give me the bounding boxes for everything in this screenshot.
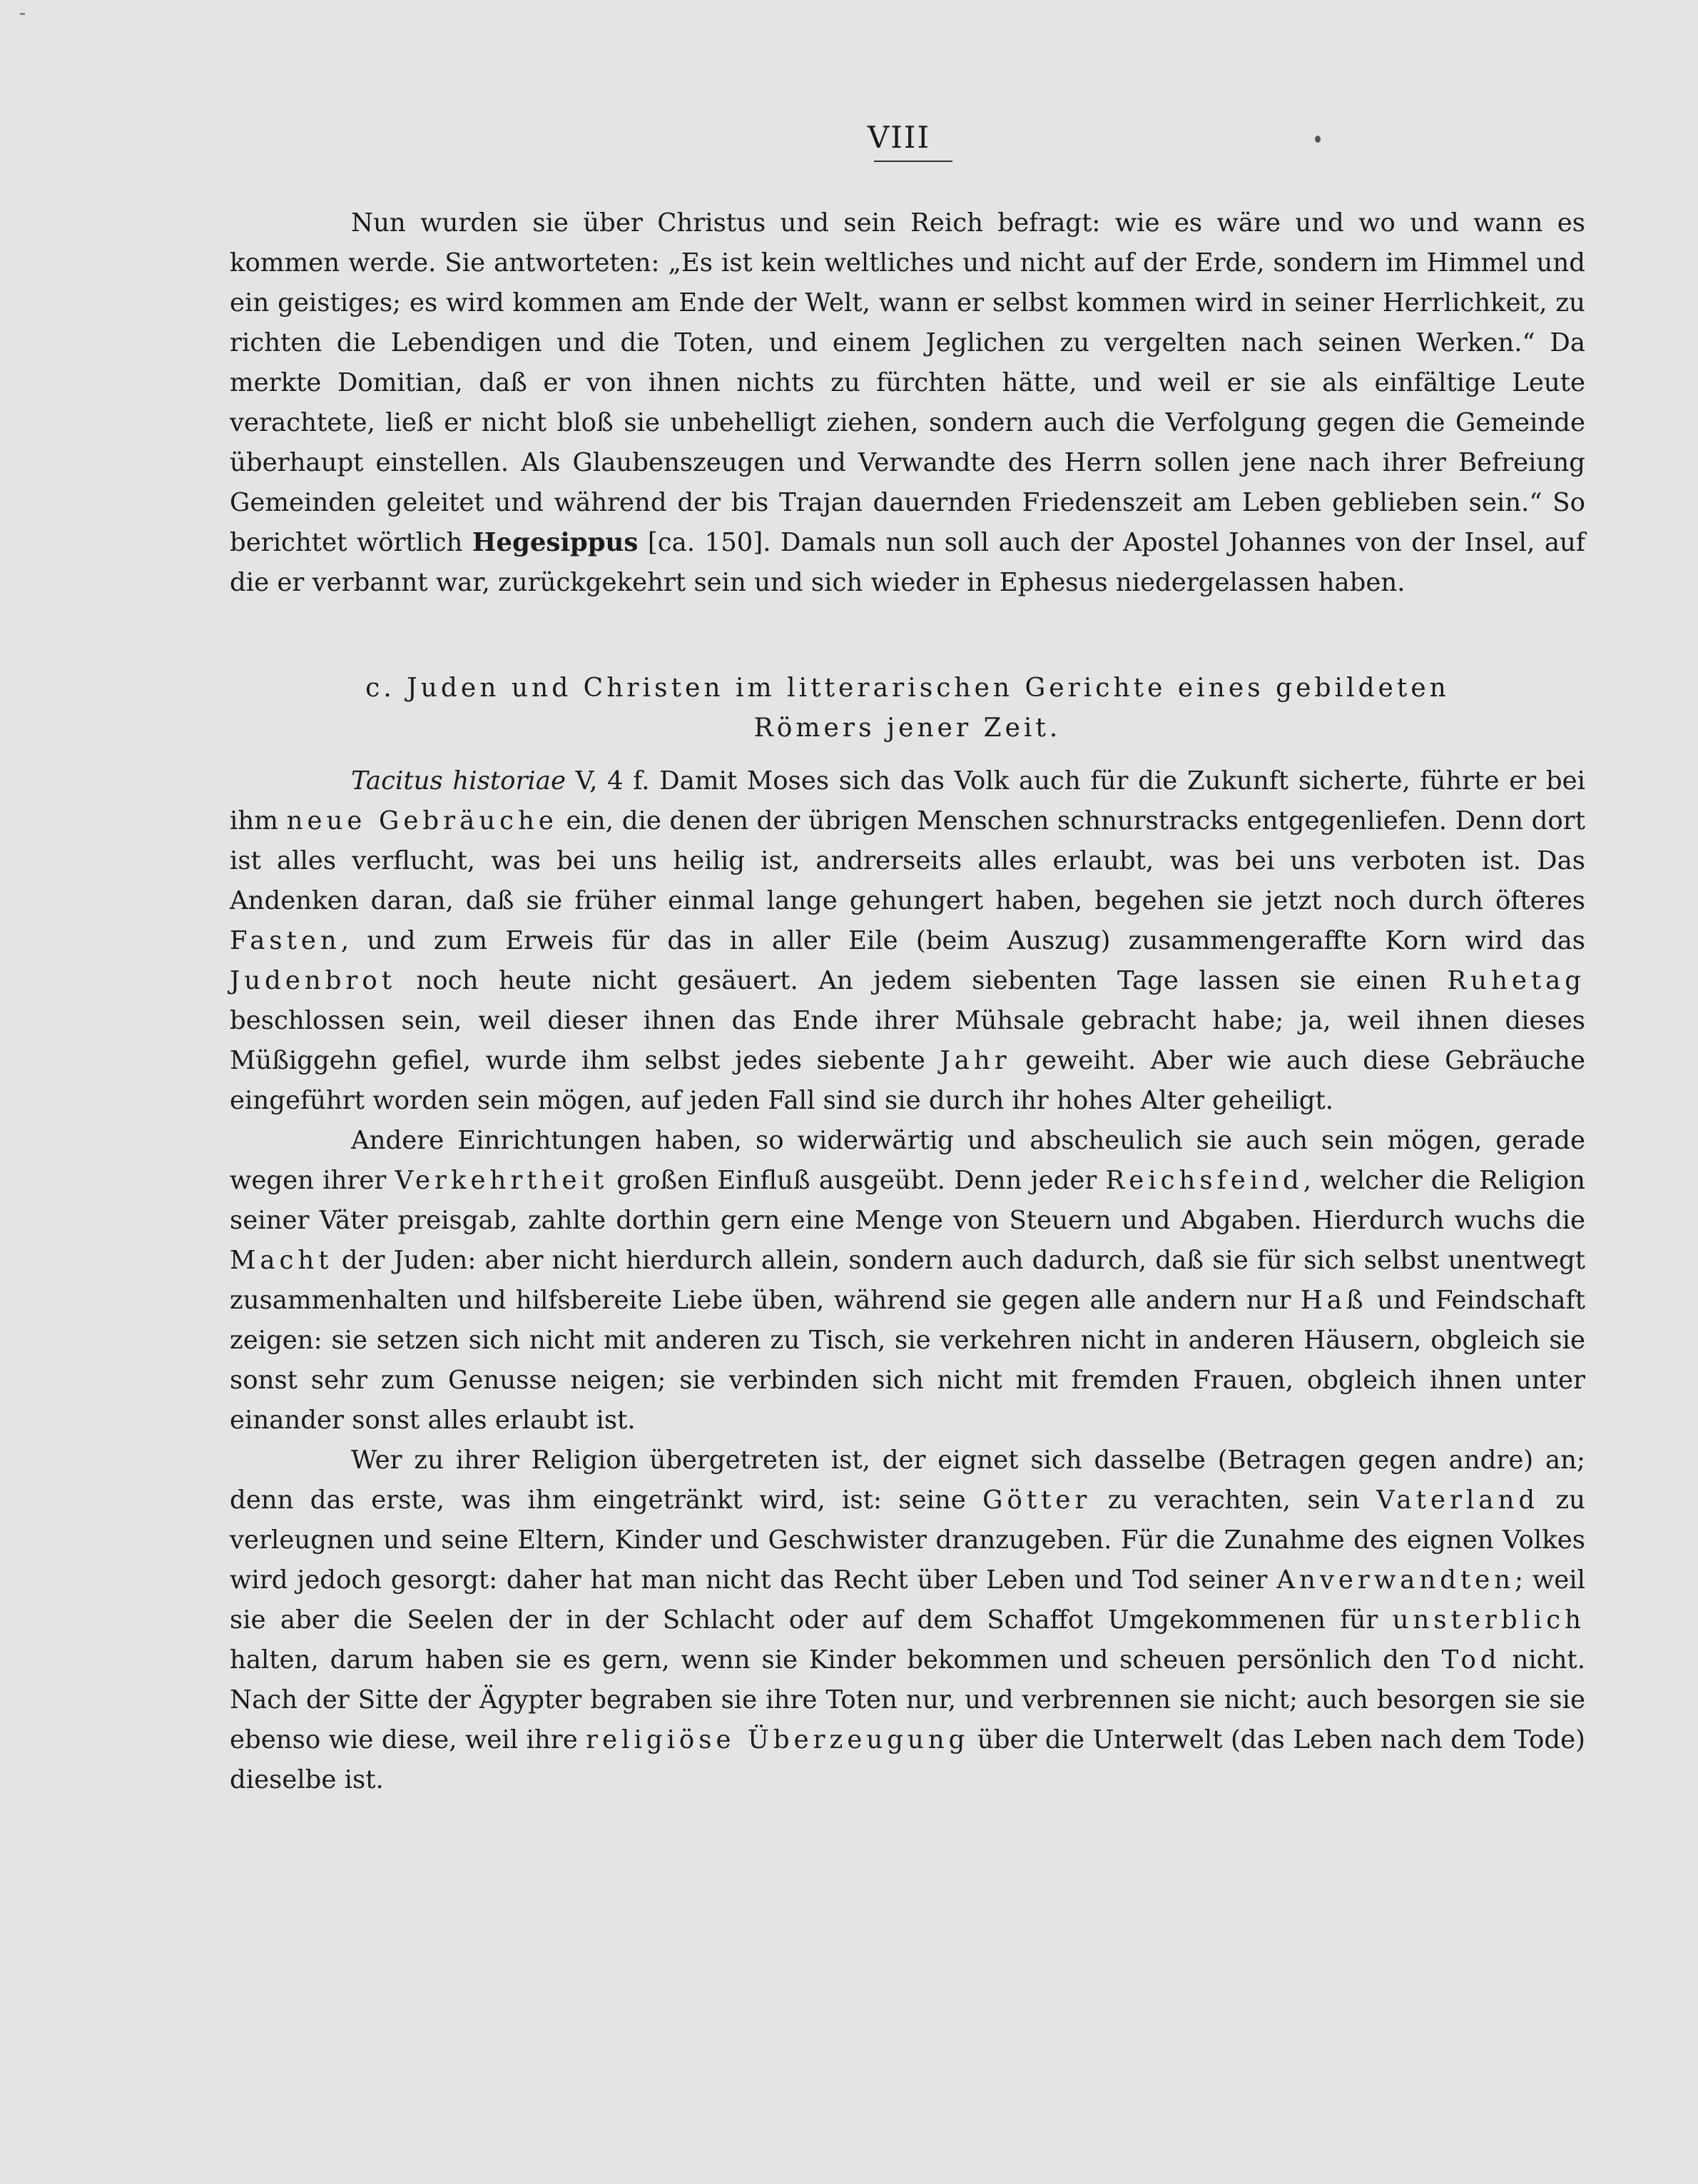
spaced-emphasis: Anverwandten [1276,1565,1515,1595]
spaced-emphasis: neue Gebräuche [286,806,558,835]
text-run: ; weil sie aber die Seelen der in der Schlacht oder auf dem Schaffot Umgekommenen für [230,1565,1585,1635]
source-reference: V, 4 f. [565,766,650,796]
source-citation: Tacitus historiae [351,766,566,796]
spaced-emphasis: Haß [1300,1286,1368,1315]
text-run: Damit Moses sich das Volk auch für die Zukunft sicherte, führte er bei ihm [230,766,1586,835]
page-number-rule [874,161,952,162]
text-block-top [230,203,1585,603]
heading-line-1: c. Juden und Christen im litterarischen Gerichte eines gebildeten [365,674,1450,703]
text-run: zu verachten, sein [1091,1485,1377,1515]
text-run: [ca. 150]. Damals nun soll auch der Apostel Johannes von der Insel, auf die er verbannt war, zurückgekehrt sein und sich wieder in Ephesus niedergelassen haben. [230,528,1585,597]
paragraph-tacitus-2 [230,1121,1585,1441]
spaced-emphasis: religiöse Überzeugung [586,1725,970,1754]
spaced-emphasis: Ruhetag [1447,966,1585,995]
text-block-tacitus [230,761,1585,1800]
text-run: , welcher die Religion seiner Väter preisgab, zahlte dorthin gern eine Menge von Steuern und Abgaben. Hierdurch wuchs die [230,1166,1585,1235]
page-number: VIII [867,120,931,155]
text-run: ein, die denen der übrigen Menschen schnurstracks entgegenliefen. Denn dort ist alles verflucht, was bei uns heilig ist, andrerseits alles erlaubt, was bei uns verboten ist. Das Andenken daran, daß sie früher einmal lange gehungert haben, begehen sie jetzt noch durch öfteres [230,806,1585,915]
paragraph-tacitus-1 [230,761,1585,1121]
ink-speck [1315,136,1321,143]
text-run: Wer zu ihrer Religion übergetreten ist, der eignet sich dasselbe (Betragen gegen andre) an; denn das erste, was ihm eingetränkt wird, ist: seine [230,1446,1585,1515]
heading-line-2: Römers jener Zeit. [753,713,1062,743]
text-run: beschlossen sein, weil dieser ihnen das Ende ihrer Mühsale gebracht habe; ja, weil ihnen dieses Müßiggehn gefiel, wurde ihm selbst jedes siebente [230,1006,1585,1075]
section-heading [230,669,1585,748]
text-run: über die Unterwelt (das Leben nach dem Tode) dieselbe ist. [230,1725,1585,1794]
paragraph-hegesippus [230,203,1585,603]
spaced-emphasis: Vaterland [1376,1485,1540,1515]
spaced-emphasis: unsterblich [1392,1605,1585,1635]
spaced-emphasis: Tod [1441,1645,1501,1675]
spaced-emphasis: Macht [230,1246,333,1275]
author-name: Hegesippus [472,528,639,557]
text-run: Nun wurden sie über Christus und sein Reich befragt: wie es wäre und wo und wann es kommen werde. Sie antworteten: „Es ist kein weltliches und nicht auf der Erde, sondern im Himmel und ein geistiges; es wird kommen am Ende der Welt, wann er selbst kommen wird in seiner Herrlichkeit, zu richten die Lebendigen und die Toten, und einem Jeglichen zu vergelten nach seinen Werken.“ Da merkte Domitian, daß er von ihnen nichts zu fürchten hätte, und weil er sie als einfältige Leute verachtete, ließ er nicht bloß sie unbehelligt ziehen, sondern auch die Verfolgung gegen die Gemeinde überhaupt einstellen. Als Glaubenszeugen und Verwandte des Herrn sollen jene nach ihrer Befreiung Gemeinden geleitet und während der bis Trajan dauernden Friedenszeit am Leben geblieben sein.“ So berichtet wörtlich [230,208,1585,557]
text-run: Andere Einrichtungen haben, so widerwärtig und abscheulich sie auch sein mögen, gerade wegen ihrer [230,1126,1585,1195]
spaced-emphasis: Jahr [940,1046,1011,1075]
paragraph-tacitus-3 [230,1441,1585,1800]
text-run: geweiht. Aber wie auch diese Gebräuche eingeführt worden sein mögen, auf jeden Fall sind sie durch ihr hohes Alter geheiligt. [230,1046,1585,1115]
text-run: und Feindschaft zeigen: sie setzen sich nicht mit anderen zu Tisch, sie verkehren nicht in anderen Häusern, obgleich sie sonst sehr zum Genusse neigen; sie verbinden sich nicht mit fremden Frauen, obgleich ihnen unter einander sonst alles erlaubt ist. [230,1286,1585,1435]
text-run: , und zum Erweis für das in aller Eile (beim Auszug) zusammengeraffte Korn wird das [340,926,1585,955]
spaced-emphasis: Reichsfeind [1105,1166,1303,1195]
text-run: halten, darum haben sie es gern, wenn sie Kinder bekommen und scheuen persönlich den [230,1645,1442,1675]
text-run: nicht. Nach der Sitte der Ägypter begraben sie ihre Toten nur, und verbrennen sie nicht; auch besorgen sie sie ebenso wie diese, weil ihre [230,1645,1585,1754]
text-run: großen Einfluß ausgeübt. Denn jeder [608,1166,1106,1195]
scan-mark [20,13,25,15]
text-run: noch heute nicht gesäuert. An jedem siebenten Tage lassen sie einen [396,966,1448,995]
spaced-emphasis: Verkehrtheit [395,1166,609,1195]
text-run: der Juden: aber nicht hierdurch allein, sondern auch dadurch, daß sie für sich selbst unentwegt zusammenhalten und hilfsbereite Liebe üben, während sie gegen alle andern nur [230,1246,1585,1315]
spaced-emphasis: Götter [982,1485,1092,1515]
spaced-emphasis: Fasten [230,926,341,955]
text-run: zu verleugnen und seine Eltern, Kinder und Geschwister dranzugeben. Für die Zunahme des eignen Volkes wird jedoch gesorgt: daher hat man nicht das Recht über Leben und Tod seiner [230,1485,1585,1595]
spaced-emphasis: Judenbrot [230,966,397,995]
